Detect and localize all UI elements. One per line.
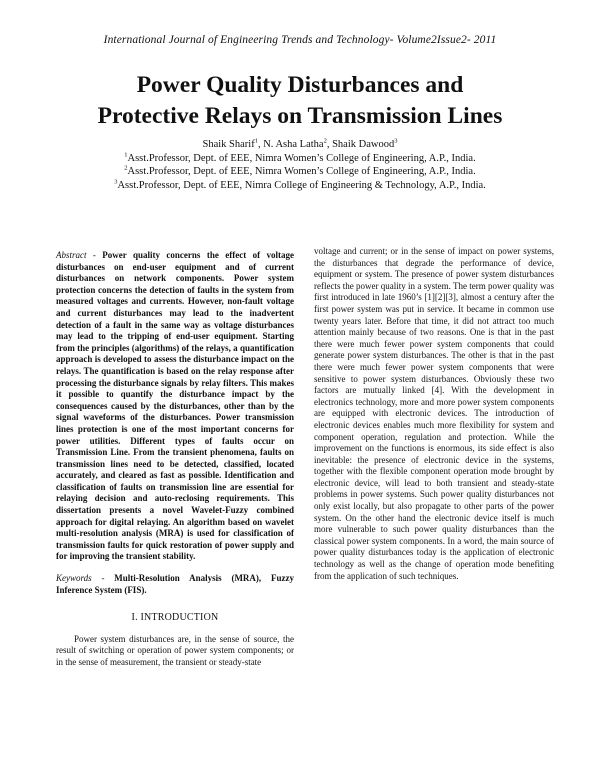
journal-header: International Journal of Engineering Trends and Technology- Volume2Issue2- 2011: [103, 34, 497, 46]
abstract-text: Power quality concerns the effect of voltage disturbances on end-user equipment and of current disturbances on network components. Power system protection concerns the detection of faults in the system from measured voltages and currents. However, non-fault voltage and current disturbances may lead to the inadvertent detection of a fault in the same way as voltage disturbances may lead to the tripping of end-user equipment. Starting from the principles (algorithms) of the relays, a quantification approach is developed to assess the disturbance impact on the relays. The quantification is based on the relay response after processing the disturbance signals by relay filters. This makes it possible to quantify the disturbance impact by the consequences caused by the disturbances, other than by the signal waveforms of the disturbances. Power transmission lines protection is one of the most important concerns for power utilities. Different types of faults occur on Transmission Line. From the transient phenomena, faults on transmission lines need to be detected, classified, located accurately, and cleared as fast as possible. Identification and classification of faults on transmission line are essential for relaying decision and auto-reclosing requirements. This dissertation presents a novel Wavelet-Fuzzy combined approach for digital relaying. An algorithm based on wavelet multi-resolution analysis (MRA) is used for classification of transmission faults for quick restoration of power supply and for improving the transient stability.: [56, 250, 294, 562]
affiliation-1-sup: 1: [124, 151, 128, 158]
affiliation-2-text: Asst.Professor, Dept. of EEE, Nimra Women’s College of Engineering, A.P., India.: [127, 166, 476, 177]
author-sep-2: ,: [326, 139, 333, 150]
paper-title: [0, 70, 600, 132]
abstract: [56, 250, 294, 563]
affiliation-1-text: Asst.Professor, Dept. of EEE, Nimra Women’s College of Engineering, A.P., India.: [127, 152, 476, 164]
intro-paragraph-start: Power system disturbances are, in the sense of source, the result of switching or operation of power system components; or in the sense of measurement, the transient or steady-state: [56, 633, 294, 667]
section-heading-introduction: I. INTRODUCTION: [131, 612, 219, 624]
keywords-label: Keywords -: [56, 573, 115, 584]
author-sep-1: ,: [257, 139, 264, 150]
author-3-sup: 3: [394, 137, 398, 145]
title-line-2: Protective Relays on Transmission Lines: [97, 103, 503, 129]
author-2: N. Asha Latha: [263, 139, 324, 150]
author-names: [0, 138, 600, 152]
right-column: [314, 246, 554, 582]
affiliation-3-text: Asst.Professor, Dept. of EEE, Nimra College of Engineering & Technology, A.P., India.: [117, 179, 486, 191]
abstract-label: Abstract -: [56, 250, 103, 260]
affiliation-3: [0, 179, 600, 193]
author-2-sup: 2: [323, 137, 327, 145]
author-3: Shaik Dawood: [332, 139, 395, 150]
author-1-sup: 1: [254, 137, 258, 145]
affiliation-2-sup: 2: [124, 164, 128, 172]
intro-paragraph-continued: voltage and current; or in the sense of impact on power systems, the disturbances that degrade the performance of device, equipment or system. The presence of power system disturbances reflects the power quality in a system. The term power quality was first introduced in late 1960’s [1][2][3], almost a century after the first power system was put in service. It became in common use twenty years later. Before that time, it did not attract too much attention mainly because of two reasons. One is that in the past there were much fewer power system components that could generate power system disturbances. The other is that in the past there were much fewer power system components that were sensitive to power system disturbances. Obviously these two factors are mutually linked [4]. With the development in electronics technology, more and more power system components are equipped with electronic devices. The introduction of electronic devices enables much more flexibility for system and component operation, regulation and protection. While the improvement on the functions is enormous, its side effect is also inevitable: the presence of electronic device in the systems, together with the flexible component operation mode brought by electronic device, will lead to both transient and steady-state problems in power systems. Such power quality disturbances not only exist locally, but also propagate to other parts of the power system. On the other hand the electronic device itself is much more vulnerable to such power quality disturbances than the classical power system components. In a word, the main source of power quality disturbances today is the application of electronic technology as well as the change of operation mode benefiting from the application of such techniques.: [314, 246, 554, 581]
author-1: Shaik Sharif: [202, 139, 255, 150]
title-line-1: Power Quality Disturbances and: [136, 72, 464, 98]
affiliation-2: [0, 165, 600, 179]
affiliation-1: [0, 152, 600, 166]
author-block: [0, 138, 600, 192]
left-column: [56, 250, 294, 669]
keywords-text: Multi-Resolution Analysis (MRA), Fuzzy Inference System (FIS).: [56, 573, 294, 595]
keywords: [56, 573, 294, 596]
affiliation-3-sup: 3: [114, 178, 118, 185]
